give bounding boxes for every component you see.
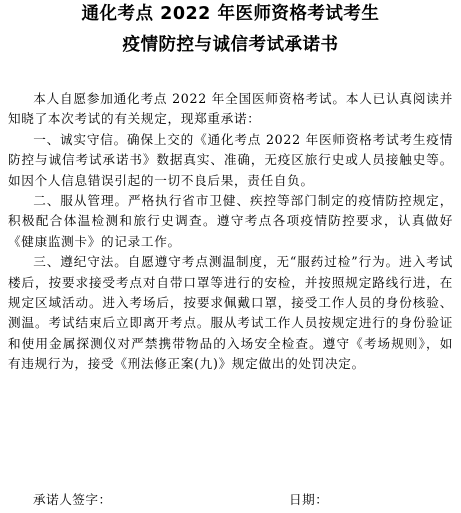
pledge-honesty-paragraph: 一、诚实守信。确保上交的《通化考点 2022 年医师资格考试考生疫情防控与诚信考试承诺书》数据真实、准确，无疫区旅行史或人员接触史等。如因个人信息错误引起的一切不良后果，责任自负。	[8, 131, 453, 188]
pledge-compliance-paragraph: 二、服从管理。严格执行省市卫健、疾控等部门制定的疫情防控规定，积极配合体温检测和旅行史调查。遵守考点各项疫情防控要求，认真做好《健康监测卡》的记录工作。	[8, 193, 453, 249]
signature-name-label: 承诺人签字：	[33, 492, 112, 507]
signature-date-label: 日期：	[289, 492, 329, 507]
document-title-line2: 疫情防控与诚信考试承诺书	[122, 35, 339, 55]
document-title-line1: 通化考点 2022 年医师资格考试考生	[81, 4, 380, 24]
document-body	[8, 89, 453, 375]
pledge-law-paragraph: 三、遵纪守法。自愿遵守考点测温制度，无“服药过检”行为。进入考试楼后，按要求接受考点对自带口罩等进行的安检，并按照规定路线行进，在规定区域活动。进入考场后，按要求佩戴口罩，接受工作人员的身份核验、测温。考试结束后立即离开考点。服从考试工作人员按规定进行的身份验证和使用金属探测仪对严禁携带物品的入场安全检查。遵守《考场规则》，如有违规行为，接受《刑法修正案(九)》规定做出的处罚决定。	[8, 254, 453, 372]
intro-paragraph: 本人自愿参加通化考点 2022 年全国医师资格考试。本人已认真阅读并知晓了本次考试的有关规定，现郑重承诺：	[8, 91, 453, 127]
